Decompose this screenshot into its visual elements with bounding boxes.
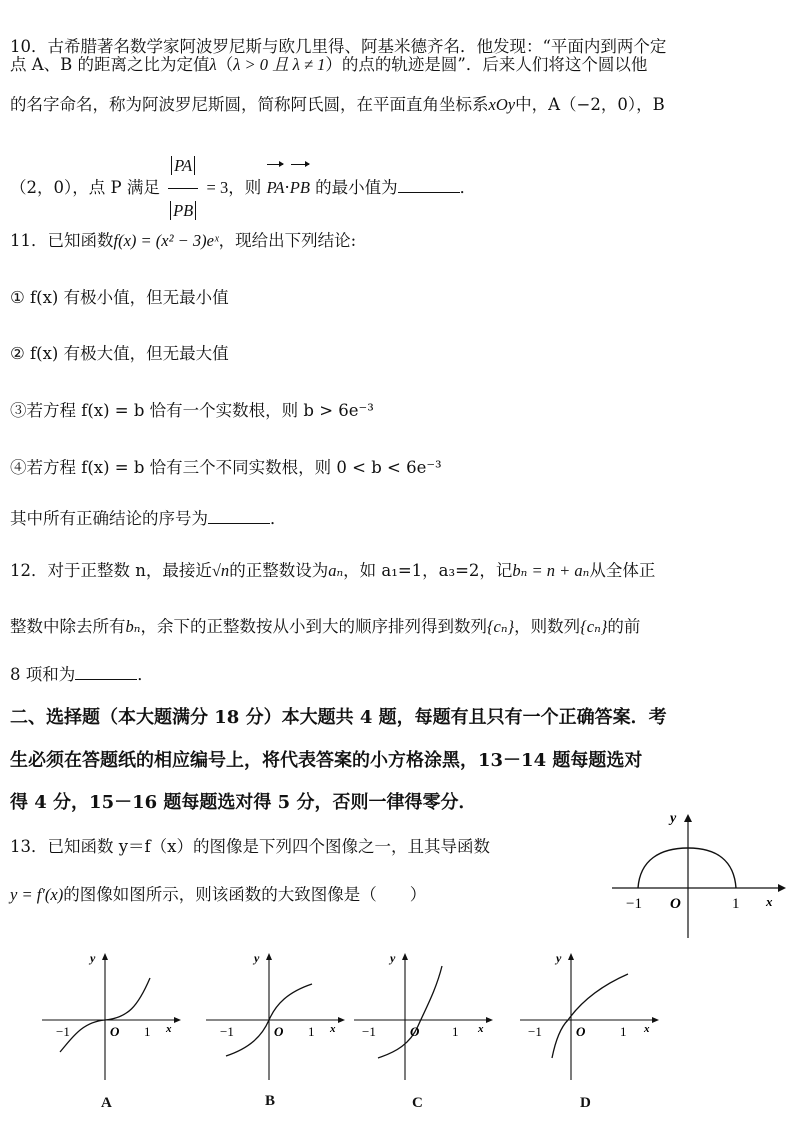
option-d-x-label: x <box>644 1023 650 1035</box>
ratio-fraction <box>168 144 198 233</box>
option-a-label[interactable]: A <box>101 1095 112 1111</box>
answer-blank-10 <box>398 178 460 193</box>
option-a-graph[interactable] <box>38 948 188 1088</box>
q12-line-2c: ，则数列 <box>514 617 581 636</box>
derivative-neg1-label: −1 <box>626 896 642 912</box>
derivative-origin-label: O <box>670 896 681 912</box>
option-a-x-label: x <box>166 1023 172 1035</box>
option-c-x-label: x <box>478 1023 484 1035</box>
option-d-label[interactable]: D <box>580 1095 591 1111</box>
q11-tail-text: 其中所有正确结论的序号为 <box>10 509 208 528</box>
option-c-one: 1 <box>452 1024 459 1039</box>
derivative-one-label: 1 <box>732 896 740 912</box>
q11-stem-b: ，现给出下列结论: <box>218 231 357 250</box>
q12-line-1a: 12．对于正整数 n，最接近 <box>10 561 212 580</box>
vector-pb: PB <box>290 166 310 210</box>
q13-line-1: 13．已知函数 y＝f（x）的图像是下列四个图像之一，且其导函数 <box>10 837 490 856</box>
q11-stem <box>10 230 356 252</box>
sqrt-n: √n <box>211 561 230 580</box>
q10-line-1: 10．古希腊著名数学家阿波罗尼斯与欧几里得、阿基米德齐名．他发现：“平面内到两个定 <box>10 37 667 56</box>
lambda-condition: λ > 0 且 λ ≠ 1 <box>233 55 326 74</box>
q13-line-2 <box>10 884 426 906</box>
option-b-graph[interactable] <box>202 948 352 1088</box>
q12-line-1 <box>10 560 655 582</box>
q10-line-4c: 的最小值为 <box>315 178 398 197</box>
coord-system: xOy <box>488 95 516 114</box>
q13-derivative: y = f′(x) <box>10 885 64 904</box>
q12-line-1c: ，如 a₁=1，a₃=2，记 <box>343 561 513 580</box>
q11-conclusion-1: ① f(x) 有极小值，但无最小值 <box>10 288 229 307</box>
q10-line-4 <box>10 144 476 233</box>
q10-line-3a: 的名字命名，称为阿波罗尼斯圆，简称阿氏圆，在平面直角坐标系 <box>10 95 489 114</box>
q12-line-2 <box>10 616 640 638</box>
q10-line-2b: （ <box>216 55 234 74</box>
q12-line-3-end: ． <box>137 665 154 684</box>
dot-operator: · <box>284 178 290 197</box>
section-2-line-3: 得 4 分，15－16 题每题选对得 5 分，否则一律得零分． <box>10 792 477 813</box>
q10-line-3 <box>10 94 665 116</box>
option-d-y-label: y <box>556 951 562 965</box>
option-b-label[interactable]: B <box>265 1093 276 1109</box>
option-a-neg1: −1 <box>56 1024 70 1039</box>
section-2-line-1: 二、选择题（本大题满分 18 分）本大题共 4 题，每题有且只有一个正确答案．考 <box>10 707 667 728</box>
option-c-neg1: −1 <box>362 1024 376 1039</box>
option-a-y-label: y <box>90 951 96 965</box>
q12-line-1d: 从全体正 <box>589 561 656 580</box>
q12-line-3-text: 8 项和为 <box>10 665 76 684</box>
option-d-one: 1 <box>620 1024 627 1039</box>
sequence-c-n-2: {cₙ} <box>580 617 608 636</box>
q10-line-2d: ）的点的轨迹是圆”．后来人们将这个圆以他 <box>325 55 648 74</box>
option-d-graph[interactable] <box>516 948 666 1088</box>
q12-line-2d: 的前 <box>607 617 641 636</box>
q11-conclusion-2: ② f(x) 有极大值，但无最大值 <box>10 344 229 363</box>
q13-line-2b: 的图像如图所示，则该函数的大致图像是（ ） <box>63 885 427 904</box>
option-c-y-label: y <box>390 951 396 965</box>
q10-line-4a: （2，0），点 P 满足 <box>10 178 160 197</box>
q11-stem-a: 11．已知函数 <box>10 231 114 250</box>
option-a-one: 1 <box>144 1024 151 1039</box>
q11-tail-end: ． <box>270 509 287 528</box>
q12-line-2b: ，余下的正整数按从小到大的顺序排列得到数列 <box>140 617 487 636</box>
option-b-origin: O <box>274 1024 284 1039</box>
option-d-origin: O <box>576 1024 586 1039</box>
b-n-definition: bₙ = n + aₙ <box>512 561 590 580</box>
sequence-c-n-1: {cₙ} <box>486 617 515 636</box>
q12-line-2a: 整数中除去所有 <box>10 617 126 636</box>
q10-line-4d: ． <box>459 178 477 197</box>
option-b-y-label: y <box>254 951 260 965</box>
lambda-symbol: λ <box>209 55 217 74</box>
vector-pa: PA <box>266 166 284 210</box>
q10-line-3c: 中，A（−2，0），B <box>515 95 665 114</box>
option-a-origin: O <box>110 1024 120 1039</box>
option-c-graph[interactable] <box>350 948 500 1088</box>
option-b-neg1: −1 <box>220 1024 234 1039</box>
derivative-y-label: y <box>670 811 677 826</box>
q11-conclusion-3: ③若方程 f(x) = b 恰有一个实数根，则 b > 6e⁻³ <box>10 401 374 420</box>
a-n: aₙ <box>328 561 344 580</box>
derivative-graph <box>600 808 790 943</box>
option-b-x-label: x <box>330 1023 336 1035</box>
q10-line-4b: = 3，则 <box>206 178 262 197</box>
option-c-label[interactable]: C <box>412 1095 423 1111</box>
q11-function: f(x) = (x² − 3)eˣ <box>113 231 219 250</box>
answer-blank-12 <box>75 665 137 680</box>
q10-line-2a: 点 A、B 的距离之比为定值 <box>10 55 210 74</box>
answer-blank-11 <box>208 509 270 524</box>
option-c-origin: O <box>410 1024 420 1039</box>
option-b-one: 1 <box>308 1024 315 1039</box>
q11-conclusion-4: ④若方程 f(x) = b 恰有三个不同实数根，则 0 < b < 6e⁻³ <box>10 458 442 477</box>
q10-line-2 <box>10 54 647 76</box>
q12-line-1b: 的正整数设为 <box>229 561 329 580</box>
q12-line-3 <box>10 664 154 686</box>
ratio-numerator: PA <box>171 156 195 175</box>
q11-tail <box>10 508 287 530</box>
derivative-x-label: x <box>766 894 773 909</box>
option-d-neg1: −1 <box>528 1024 542 1039</box>
b-n: bₙ <box>125 617 141 636</box>
section-2-line-2: 生必须在答题纸的相应编号上，将代表答案的小方格涂黑，13－14 题每题选对 <box>10 750 643 771</box>
ratio-denominator: PB <box>170 201 196 220</box>
